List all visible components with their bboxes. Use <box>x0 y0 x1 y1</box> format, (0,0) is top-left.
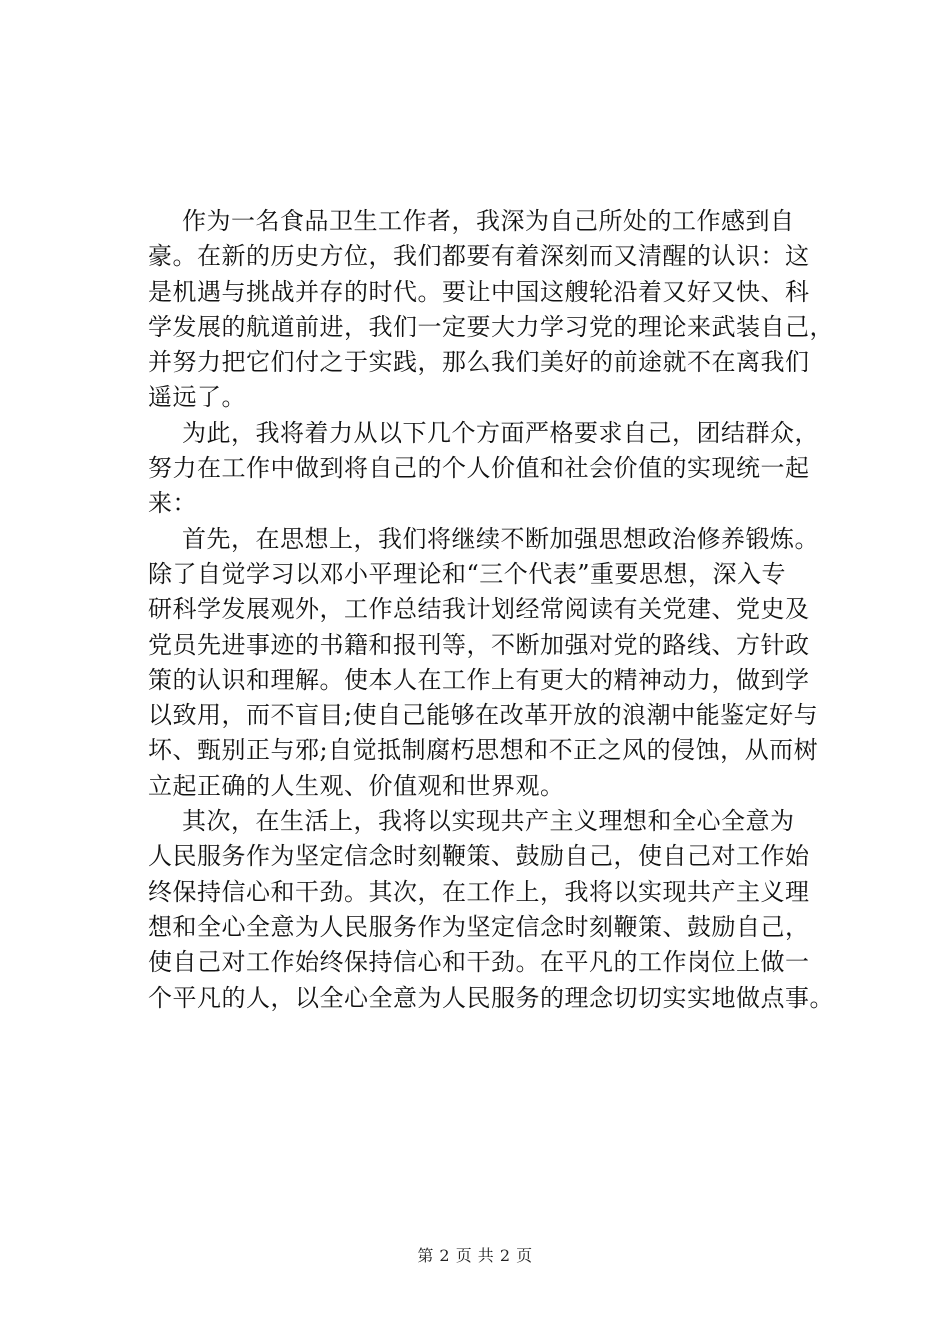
paragraph-1-line-6: 遥远了。 <box>148 383 246 412</box>
paragraph-4-line-2: 人民服务作为坚定信念时刻鞭策、鼓励自己，使自己对工作始 <box>148 842 810 871</box>
paragraph-4-line-1: 其次，在生活上，我将以实现共产主义理想和全心全意为 <box>182 807 795 836</box>
paragraph-4-line-6: 个平凡的人，以全心全意为人民服务的理念切切实实地做点事。 <box>148 983 834 1012</box>
paragraph-1-line-3: 是机遇与挑战并存的时代。要让中国这艘轮沿着又好又快、科 <box>148 277 810 306</box>
page-number-footer: 第 2 页 共 2 页 <box>417 1246 533 1265</box>
paragraph-2-line-3: 来： <box>148 489 197 518</box>
paragraph-3-line-3: 研科学发展观外，工作总结我计划经常阅读有关党建、党史及 <box>148 595 810 624</box>
paragraph-3-line-5: 策的认识和理解。使本人在工作上有更大的精神动力，做到学 <box>148 665 810 694</box>
paragraph-3-line-7: 坏、甄别正与邪;自觉抵制腐朽思想和不正之风的侵蚀，从而树 <box>148 736 819 765</box>
paragraph-1-line-1: 作为一名食品卫生工作者，我深为自己所处的工作感到自 <box>182 207 795 235</box>
paragraph-2-line-2: 努力在工作中做到将自己的个人价值和社会价值的实现统一起 <box>148 454 810 483</box>
paragraph-1-line-4: 学发展的航道前进，我们一定要大力学习党的理论来武装自己， <box>148 312 834 341</box>
paragraph-1-line-2: 豪。在新的历史方位，我们都要有着深刻而又清醒的认识：这 <box>148 242 810 271</box>
paragraph-3-line-2: 除了自觉学习以邓小平理论和“三个代表”重要思想，深入专 <box>148 559 787 588</box>
paragraph-4-line-5: 使自己对工作始终保持信心和干劲。在平凡的工作岗位上做一 <box>148 948 810 977</box>
paragraph-4-line-3: 终保持信心和干劲。其次，在工作上，我将以实现共产主义理 <box>148 877 810 906</box>
paragraph-1-line-5: 并努力把它们付之于实践，那么我们美好的前途就不在离我们 <box>148 348 810 377</box>
paragraph-4-line-4: 想和全心全意为人民服务作为坚定信念时刻鞭策、鼓励自己， <box>148 912 810 941</box>
paragraph-3-line-6: 以致用，而不盲目;使自己能够在改革开放的浪潮中能鉴定好与 <box>148 701 819 730</box>
paragraph-3-line-8: 立起正确的人生观、价值观和世界观。 <box>148 771 565 800</box>
paragraph-3-line-4: 党员先进事迹的书籍和报刊等，不断加强对党的路线、方针政 <box>148 630 810 659</box>
document-body <box>148 204 834 1016</box>
paragraph-2-line-1: 为此，我将着力从以下几个方面严格要求自己，团结群众， <box>182 418 819 447</box>
paragraph-3-line-1: 首先，在思想上，我们将继续不断加强思想政治修养锻炼。 <box>182 524 819 553</box>
